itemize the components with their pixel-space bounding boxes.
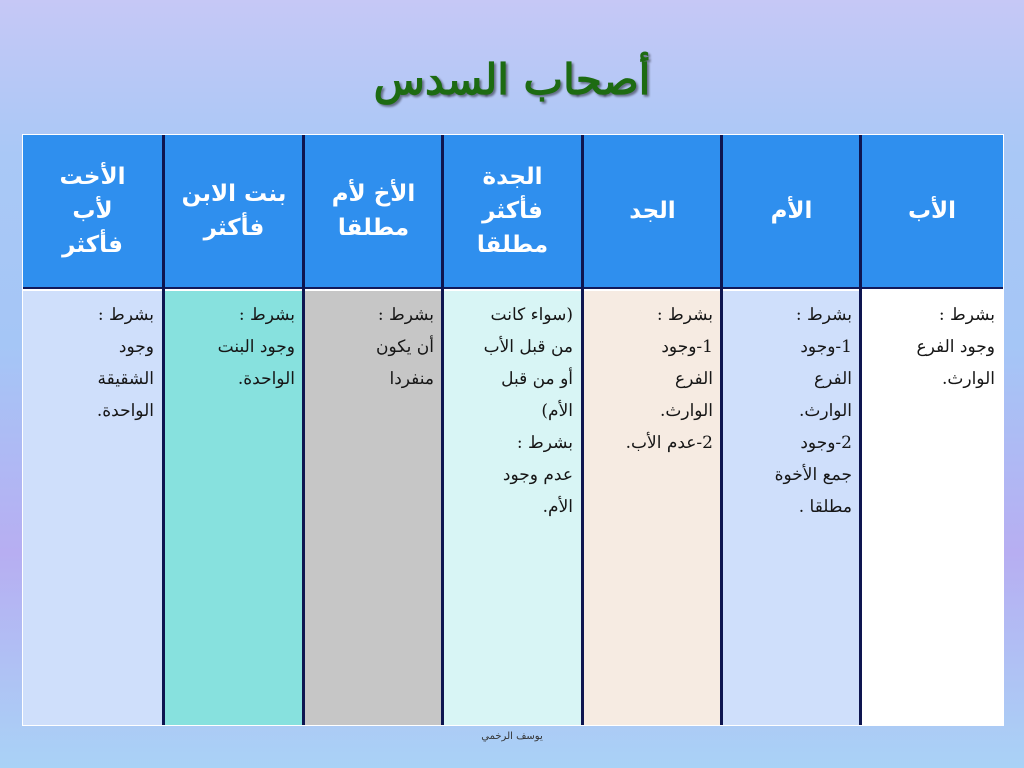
header-text: الأب	[907, 198, 957, 224]
column-body	[165, 291, 303, 725]
column-header	[861, 135, 1003, 289]
column-maternal-brother	[305, 135, 442, 725]
column-grandmother	[444, 135, 581, 725]
body-text: بشرط : وجود الفرع الوارث.	[916, 305, 995, 389]
body-text: (سواء كانت من قبل الأب أو من قبل الأم) بشرط : عدم وجود الأم.	[483, 305, 573, 517]
column-divider	[441, 135, 444, 725]
rules-table	[22, 134, 1004, 726]
column-header	[23, 135, 162, 289]
header-text: الأخ لأم مطلقا	[331, 181, 416, 241]
column-divider	[162, 135, 165, 725]
column-grandfather	[584, 135, 721, 725]
column-divider	[859, 135, 862, 725]
author-footer: يوسف الرخمي	[481, 731, 543, 742]
body-text: بشرط : وجود الشقيقة الواحدة.	[96, 305, 154, 421]
column-body	[723, 291, 860, 725]
column-divider	[581, 135, 584, 725]
header-text: الأم	[770, 198, 813, 224]
column-header	[444, 135, 581, 289]
column-header	[584, 135, 721, 289]
body-text: بشرط : وجود البنت الواحدة.	[217, 305, 295, 389]
column-father	[861, 135, 1003, 725]
header-text: الجد	[629, 198, 676, 224]
body-text: بشرط : 1-وجود الفرع الوارث. 2-وجود جمع الأخوة مطلقا .	[774, 305, 852, 517]
column-body	[444, 291, 581, 725]
header-text: بنت الابن فأكثر	[181, 181, 287, 241]
column-divider	[302, 135, 305, 725]
header-text: الأخت لأب فأكثر	[59, 164, 126, 258]
column-mother	[723, 135, 860, 725]
column-header	[165, 135, 303, 289]
column-body	[305, 291, 442, 725]
column-header	[723, 135, 860, 289]
header-text: الجدة فأكثر مطلقا	[476, 164, 549, 258]
body-text: بشرط : 1-وجود الفرع الوارث. 2-عدم الأب.	[625, 305, 713, 453]
column-paternal-sister	[23, 135, 162, 725]
column-body	[23, 291, 162, 725]
body-text: بشرط : أن يكون منفردا	[376, 305, 434, 389]
column-body	[584, 291, 721, 725]
page-title: أصحاب السدس	[373, 55, 651, 104]
column-body	[861, 291, 1003, 725]
column-divider	[720, 135, 723, 725]
column-header	[305, 135, 442, 289]
column-sons-daughter	[165, 135, 303, 725]
